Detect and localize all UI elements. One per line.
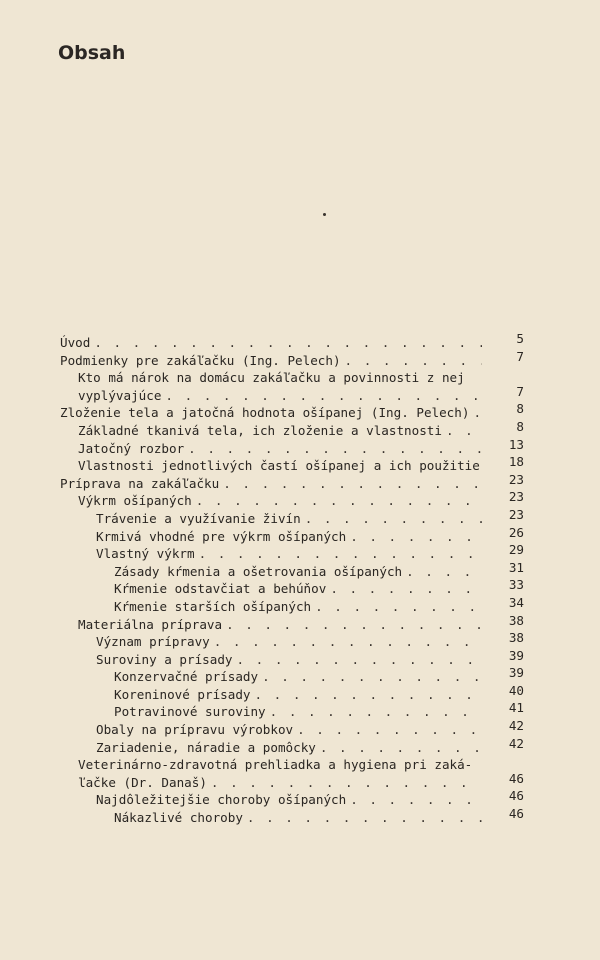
toc-page-number: 34 xyxy=(508,594,524,610)
toc-leader-dots xyxy=(223,475,482,493)
toc-entry-title: Veterinárno-zdravotná prehliadka a hygiena pri zaká- xyxy=(78,757,473,773)
toc-page-number: 18 xyxy=(508,454,524,470)
toc-page-number: 13 xyxy=(508,436,524,452)
toc-entry-text xyxy=(114,580,482,598)
toc-page-number: 41 xyxy=(508,700,524,716)
toc-entry xyxy=(0,369,600,387)
toc-entry xyxy=(0,348,600,370)
toc-leader-dots xyxy=(473,404,482,422)
toc-entry xyxy=(0,331,600,352)
toc-entry-text xyxy=(78,492,482,510)
toc-leader-dots xyxy=(188,440,482,458)
toc-page-number: 46 xyxy=(508,788,524,804)
toc-entry-title: Príprava na zakáľačku xyxy=(60,475,220,491)
toc-leader-dots xyxy=(262,668,482,686)
toc-leader-dots xyxy=(247,809,482,827)
toc-entry xyxy=(0,383,600,405)
toc-entry-text xyxy=(96,721,482,739)
toc-leader-dots xyxy=(446,422,482,440)
toc-entry-text xyxy=(114,668,482,686)
toc-page-number: 29 xyxy=(508,542,524,558)
toc-page-number: 38 xyxy=(508,630,524,646)
toc-page-number: 33 xyxy=(508,577,524,593)
toc-page-number: 42 xyxy=(508,735,524,751)
toc-entry-text xyxy=(60,352,482,370)
toc-entry-title: Úvod xyxy=(60,335,91,350)
toc-leader-dots xyxy=(350,528,482,546)
toc-leader-dots xyxy=(297,721,482,739)
toc-page-number: 38 xyxy=(508,612,524,628)
toc-page-number: 42 xyxy=(508,718,524,734)
toc-leader-dots xyxy=(350,791,482,809)
toc-entry-text xyxy=(60,334,482,352)
toc-entry-title: vyplývajúce xyxy=(78,387,162,403)
toc-entry-title: Zásady kŕmenia a ošetrovania ošípaných xyxy=(114,563,403,579)
toc-leader-dots xyxy=(199,545,482,563)
toc-entry-title: Potravinové suroviny xyxy=(114,704,266,720)
toc-page-number: 7 xyxy=(516,348,524,364)
toc-page-number: 5 xyxy=(516,331,524,346)
toc-entry-title: Kto má nárok na domácu zakáľačku a povinnosti z nej xyxy=(78,370,465,386)
toc-page-number: 46 xyxy=(508,806,524,822)
toc-entry-title: Výkrm ošípaných xyxy=(78,493,192,509)
page-title: Obsah xyxy=(58,42,126,64)
toc-entry-text xyxy=(96,739,482,757)
toc-entry-text xyxy=(96,633,482,651)
toc-entry-title: Krmivá vhodné pre výkrm ošípaných xyxy=(96,528,347,544)
toc-page-number: 8 xyxy=(516,401,524,417)
table-of-contents xyxy=(0,331,600,827)
toc-leader-dots xyxy=(165,387,482,405)
toc-entry-text xyxy=(114,563,482,581)
toc-entry-title: Koreninové prísady xyxy=(114,686,251,702)
toc-leader-dots xyxy=(305,510,482,528)
toc-entry-text xyxy=(78,756,488,774)
toc-entry xyxy=(0,401,600,422)
toc-entry-text xyxy=(78,387,482,405)
toc-leader-dots xyxy=(94,334,482,352)
toc-leader-dots xyxy=(270,703,482,721)
toc-page-number: 26 xyxy=(508,524,524,540)
toc-entry-text xyxy=(78,616,482,634)
toc-leader-dots xyxy=(330,580,482,598)
toc-page-number: 31 xyxy=(508,559,524,575)
toc-leader-dots xyxy=(196,492,482,510)
toc-entry-title: Jatočný rozbor xyxy=(78,440,185,456)
toc-entry-title: Základné tkanivá tela, ich zloženie a vlastnosti xyxy=(78,422,442,438)
toc-entry-text xyxy=(60,475,482,493)
toc-entry-text xyxy=(96,528,482,546)
toc-entry-title: Vlastnosti jednotlivých častí ošípanej a ich použitie xyxy=(78,458,480,474)
toc-leader-dots xyxy=(254,686,482,704)
toc-entry-title: Zariadenie, náradie a pomôcky xyxy=(96,739,316,755)
toc-page-number: 39 xyxy=(508,665,524,681)
toc-page-number: 23 xyxy=(508,506,524,522)
toc-leader-dots xyxy=(315,598,482,616)
toc-entry-title: Zloženie tela a jatočná hodnota ošípanej (Ing. Pelech) xyxy=(60,405,470,421)
toc-entry xyxy=(0,735,600,757)
toc-entry-title: Suroviny a prísady xyxy=(96,651,233,667)
toc-entry-text xyxy=(96,510,482,528)
toc-leader-dots xyxy=(406,563,482,581)
toc-entry-text xyxy=(114,686,482,704)
ink-speck xyxy=(323,213,326,216)
toc-page-number: 23 xyxy=(508,489,524,505)
toc-page-number: 7 xyxy=(516,383,524,399)
toc-entry-text xyxy=(114,809,482,827)
toc-page-number: 46 xyxy=(508,770,524,786)
toc-entry-title: Obaly na prípravu výrobkov xyxy=(96,722,294,738)
toc-page-number: 39 xyxy=(508,647,524,663)
toc-entry-title: Materiálna príprava xyxy=(78,616,223,632)
toc-page-number: 40 xyxy=(508,682,524,698)
toc-entry-text xyxy=(78,457,482,475)
toc-entry-text xyxy=(96,791,482,809)
toc-leader-dots xyxy=(211,774,482,792)
toc-page-number: 8 xyxy=(516,418,524,434)
toc-entry-text xyxy=(78,440,482,458)
toc-leader-dots xyxy=(345,352,482,370)
toc-entry-text xyxy=(96,651,482,669)
toc-entry-title: ľačke (Dr. Današ) xyxy=(78,774,207,790)
toc-entry-title: Najdôležitejšie choroby ošípaných xyxy=(96,792,347,808)
toc-entry-text xyxy=(78,369,488,387)
toc-entry-title: Nákazlivé choroby xyxy=(114,810,243,826)
toc-entry-text xyxy=(114,703,482,721)
toc-entry-title: Význam prípravy xyxy=(96,634,210,650)
toc-entry-title: Podmienky pre zakáľačku (Ing. Pelech) xyxy=(60,352,341,368)
toc-leader-dots xyxy=(214,633,482,651)
toc-entry-title: Kŕmenie odstavčiat a behúňov xyxy=(114,581,327,597)
toc-entry-title: Trávenie a využívanie živín xyxy=(96,510,301,526)
toc-entry-title: Kŕmenie starších ošípaných xyxy=(114,598,312,614)
toc-entry-title: Vlastný výkrm xyxy=(96,546,195,562)
toc-page-number: 23 xyxy=(508,471,524,487)
toc-entry-text xyxy=(60,404,482,422)
toc-leader-dots xyxy=(320,739,482,757)
toc-leader-dots xyxy=(226,616,482,634)
toc-entry-text xyxy=(114,598,482,616)
toc-entry xyxy=(0,806,600,827)
toc-leader-dots xyxy=(236,651,482,669)
toc-entry-text xyxy=(78,774,482,792)
toc-entry-title: Konzervačné prísady xyxy=(114,669,259,685)
toc-entry-text xyxy=(96,545,482,563)
toc-entry-text xyxy=(78,422,482,440)
